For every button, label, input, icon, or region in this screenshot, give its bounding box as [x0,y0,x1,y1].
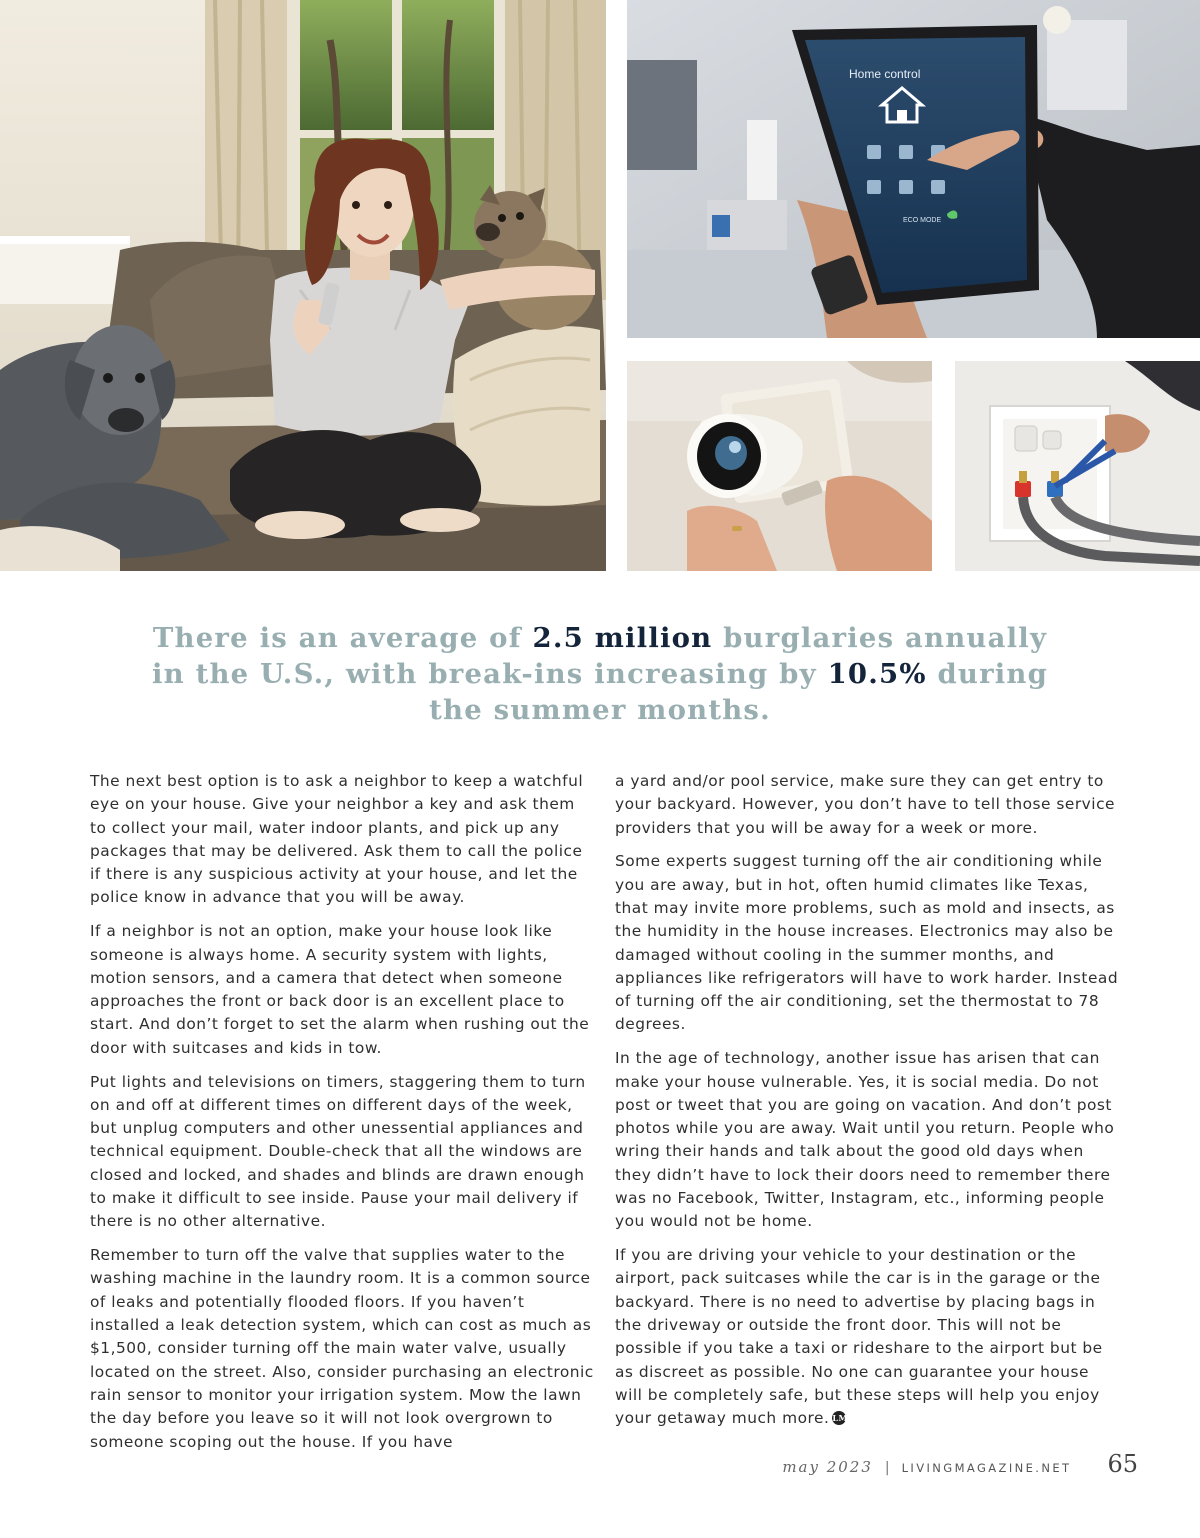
article-paragraph: Remember to turn off the valve that supplies water to the washing machine in the laundry room. It is a common source of leaks and potentially flooded floors. If you haven’t installed a leak detection system, which can cost as much as $1,500, consider turning off the main water valve, usually located on the street. Also, consider purchasing an electronic rain sensor to monitor your irrigation system. Mow the lawn the day before you leave so it will not look overgrown to someone scoping out the house. If you have [90,1246,594,1451]
water-valve-illustration [955,361,1200,571]
tablet-screen-mode: ECO MODE [903,217,942,224]
footer-separator: | [884,1460,890,1476]
article-paragraph: Put lights and televisions on timers, staggering them to turn on and off at different times on different days of the week, but unplug computers and other unessential appliances and technical equipment. Double-check that all the windows are closed and locked, and shades and blinds are drawn enough to make it difficult to see inside. Pause your mail delivery if there is no other alternative. [90,1072,586,1231]
issue-date: may 2023 [782,1458,873,1476]
pull-quote [150,620,1050,728]
page-number: 65 [1107,1450,1138,1478]
woman-couch-illustration [0,0,606,571]
tablet-screen-title: Home control [849,67,921,81]
article-column-left [90,770,596,1464]
article-paragraph-final [615,1244,1121,1430]
article-paragraph: In the age of technology, another issue has arisen that can make your house vulnerable. Yes, it is social media. Do not post or tweet that you are going on vacation. And don’t post photos while you are away. Wait until you return. People who wring their hands and talk about the good old days when they didn’t have to lock their doors need to remember there was no Facebook, Twitter, Instagram, etc., informing people you would not be home. [615,1049,1115,1231]
photo-tablet-home-control [627,0,1200,338]
page-footer [782,1450,1138,1478]
photo-security-camera [627,361,932,571]
end-mark-icon: LM [832,1413,848,1424]
pull-quote-text: There is an average of [152,622,533,654]
article-column-right [615,770,1121,1441]
magazine-website: LIVINGMAGAZINE.NET [901,1461,1072,1475]
pull-quote-text: burglaries annually in the U.S., with break-ins increasing by [151,622,1048,690]
pull-quote-highlight-percent: 10.5% [827,658,927,690]
photo-woman-with-dogs [0,0,606,571]
photo-water-valve [955,361,1200,571]
article-paragraph: If a neighbor is not an option, make your house look like someone is always home. A security system with lights, motion sensors, and a camera that detect when someone approaches the front or back door is an excellent place to start. And don’t forget to set the alarm when rushing out the door with suitcases and kids in tow. [90,922,590,1057]
pull-quote-text: during the summer months. [429,658,1049,726]
tablet-illustration [627,0,1200,338]
article-paragraph: Some experts suggest turning off the air conditioning while you are away, but in hot, often humid climates like Texas, that may invite more problems, such as mold and insects, as the humidity in the house increases. Electronics may also be damaged without cooling in the summer months, and appliances like refrigerators will have to work harder. Instead of turning off the air conditioning, set the thermostat to 78 degrees. [615,852,1119,1034]
article-paragraph-text: If you are driving your vehicle to your destination or the airport, pack suitcases while the car is in the garage or the backyard. There is no need to advertise by placing bags in the driveway or outside the front door. This will not be possible if you take a taxi or rideshare to the airport but be as discreet as possible. No one can guarantee your house will be completely safe, but these steps will help you enjoy your getaway much more. [615,1246,1103,1428]
article-paragraph: The next best option is to ask a neighbor to keep a watchful eye on your house. Give your neighbor a key and ask them to collect your mail, water indoor plants, and pick up any packages that may be delivered. Ask them to call the police if there is any suspicious activity at your house, and let the police know in advance that you will be away. [90,772,584,907]
pull-quote-highlight-burglaries: 2.5 million [532,622,713,654]
article-paragraph: a yard and/or pool service, make sure they can get entry to your backyard. However, you don’t have to tell those service providers that you will be away for a week or more. [615,772,1115,837]
security-camera-illustration [627,361,932,571]
